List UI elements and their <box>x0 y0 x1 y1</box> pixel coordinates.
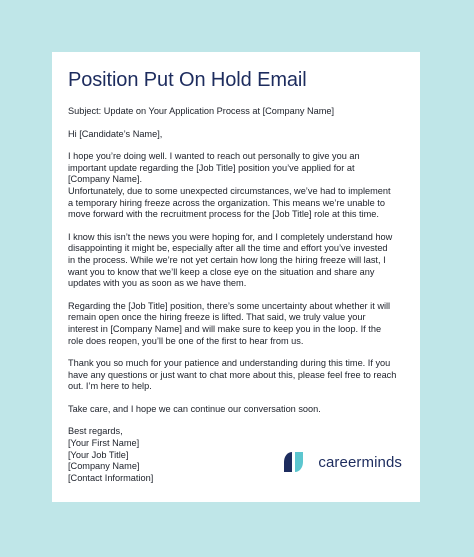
paragraph-line: move forward with the recruitment process for the [Job Title] role at this time. <box>68 209 379 220</box>
careerminds-brand <box>282 452 402 472</box>
document-title: Position Put On Hold Email <box>68 69 307 91</box>
subject-line: Subject: Update on Your Application Process at [Company Name] <box>68 106 335 116</box>
paragraph-line: Unfortunately, due to some unexpected circumstances, we’ve had to implement <box>68 185 391 196</box>
paragraph-empathy <box>68 232 406 290</box>
paragraph-line: interest in [Company Name] and will make sure to keep you in the loop. If the <box>68 323 382 334</box>
paragraph-line: I know this isn’t the news you were hoping for, and I completely understand how <box>68 231 393 242</box>
paragraph-line: have any questions or just want to chat more about this, please feel free to reach <box>68 369 397 380</box>
paragraph-line: I hope you’re doing well. I wanted to reach out personally to give you an <box>68 151 360 162</box>
signoff-line: Best regards, <box>68 426 123 437</box>
email-template-card <box>52 52 420 502</box>
careerminds-logo-icon <box>282 452 312 472</box>
greeting-line: Hi [Candidate’s Name], <box>68 128 163 139</box>
paragraph-line: Thank you so much for your patience and understanding during this time. If you <box>68 358 391 369</box>
signoff-line: [Your Job Title] <box>68 449 129 460</box>
signoff-line: [Contact Information] <box>68 472 154 483</box>
paragraph-line: updates with you as soon as we have them. <box>68 278 247 289</box>
paragraph-line: role does reopen, you’ll be one of the first to hear from us. <box>68 335 304 346</box>
paragraph-line: [Company Name]. <box>68 174 143 185</box>
brand-name: careerminds <box>318 453 402 471</box>
paragraph-line: disappointing it might be, especially after all the time and effort you’ve invested <box>68 243 388 254</box>
paragraph-line: Take care, and I hope we can continue our conversation soon. <box>68 403 321 414</box>
paragraph-thanks <box>68 358 406 393</box>
signoff-line: [Your First Name] <box>68 438 140 449</box>
signoff-line: [Company Name] <box>68 461 140 472</box>
paragraph-line: in the process. While we’re not yet certain how long the hiring freeze will last, I <box>68 254 386 265</box>
paragraph-line: want you to know that we’ll keep a close eye on the situation and share any <box>68 266 375 277</box>
paragraph-closing <box>68 404 406 416</box>
email-subject <box>68 106 406 118</box>
paragraph-line: remain open once the hiring freeze is lifted. That said, we truly value your <box>68 312 366 323</box>
paragraph-uncertainty <box>68 301 406 347</box>
paragraph-update <box>68 151 406 221</box>
paragraph-line: a temporary hiring freeze across the organization. This means we’re unable to <box>68 197 385 208</box>
email-greeting <box>68 129 406 141</box>
paragraph-line: important update regarding the [Job Title] position you’ve applied for at <box>68 162 355 173</box>
paragraph-line: out. I’m here to help. <box>68 381 152 392</box>
paragraph-line: Regarding the [Job Title] position, there’s some uncertainty about whether it will <box>68 300 391 311</box>
